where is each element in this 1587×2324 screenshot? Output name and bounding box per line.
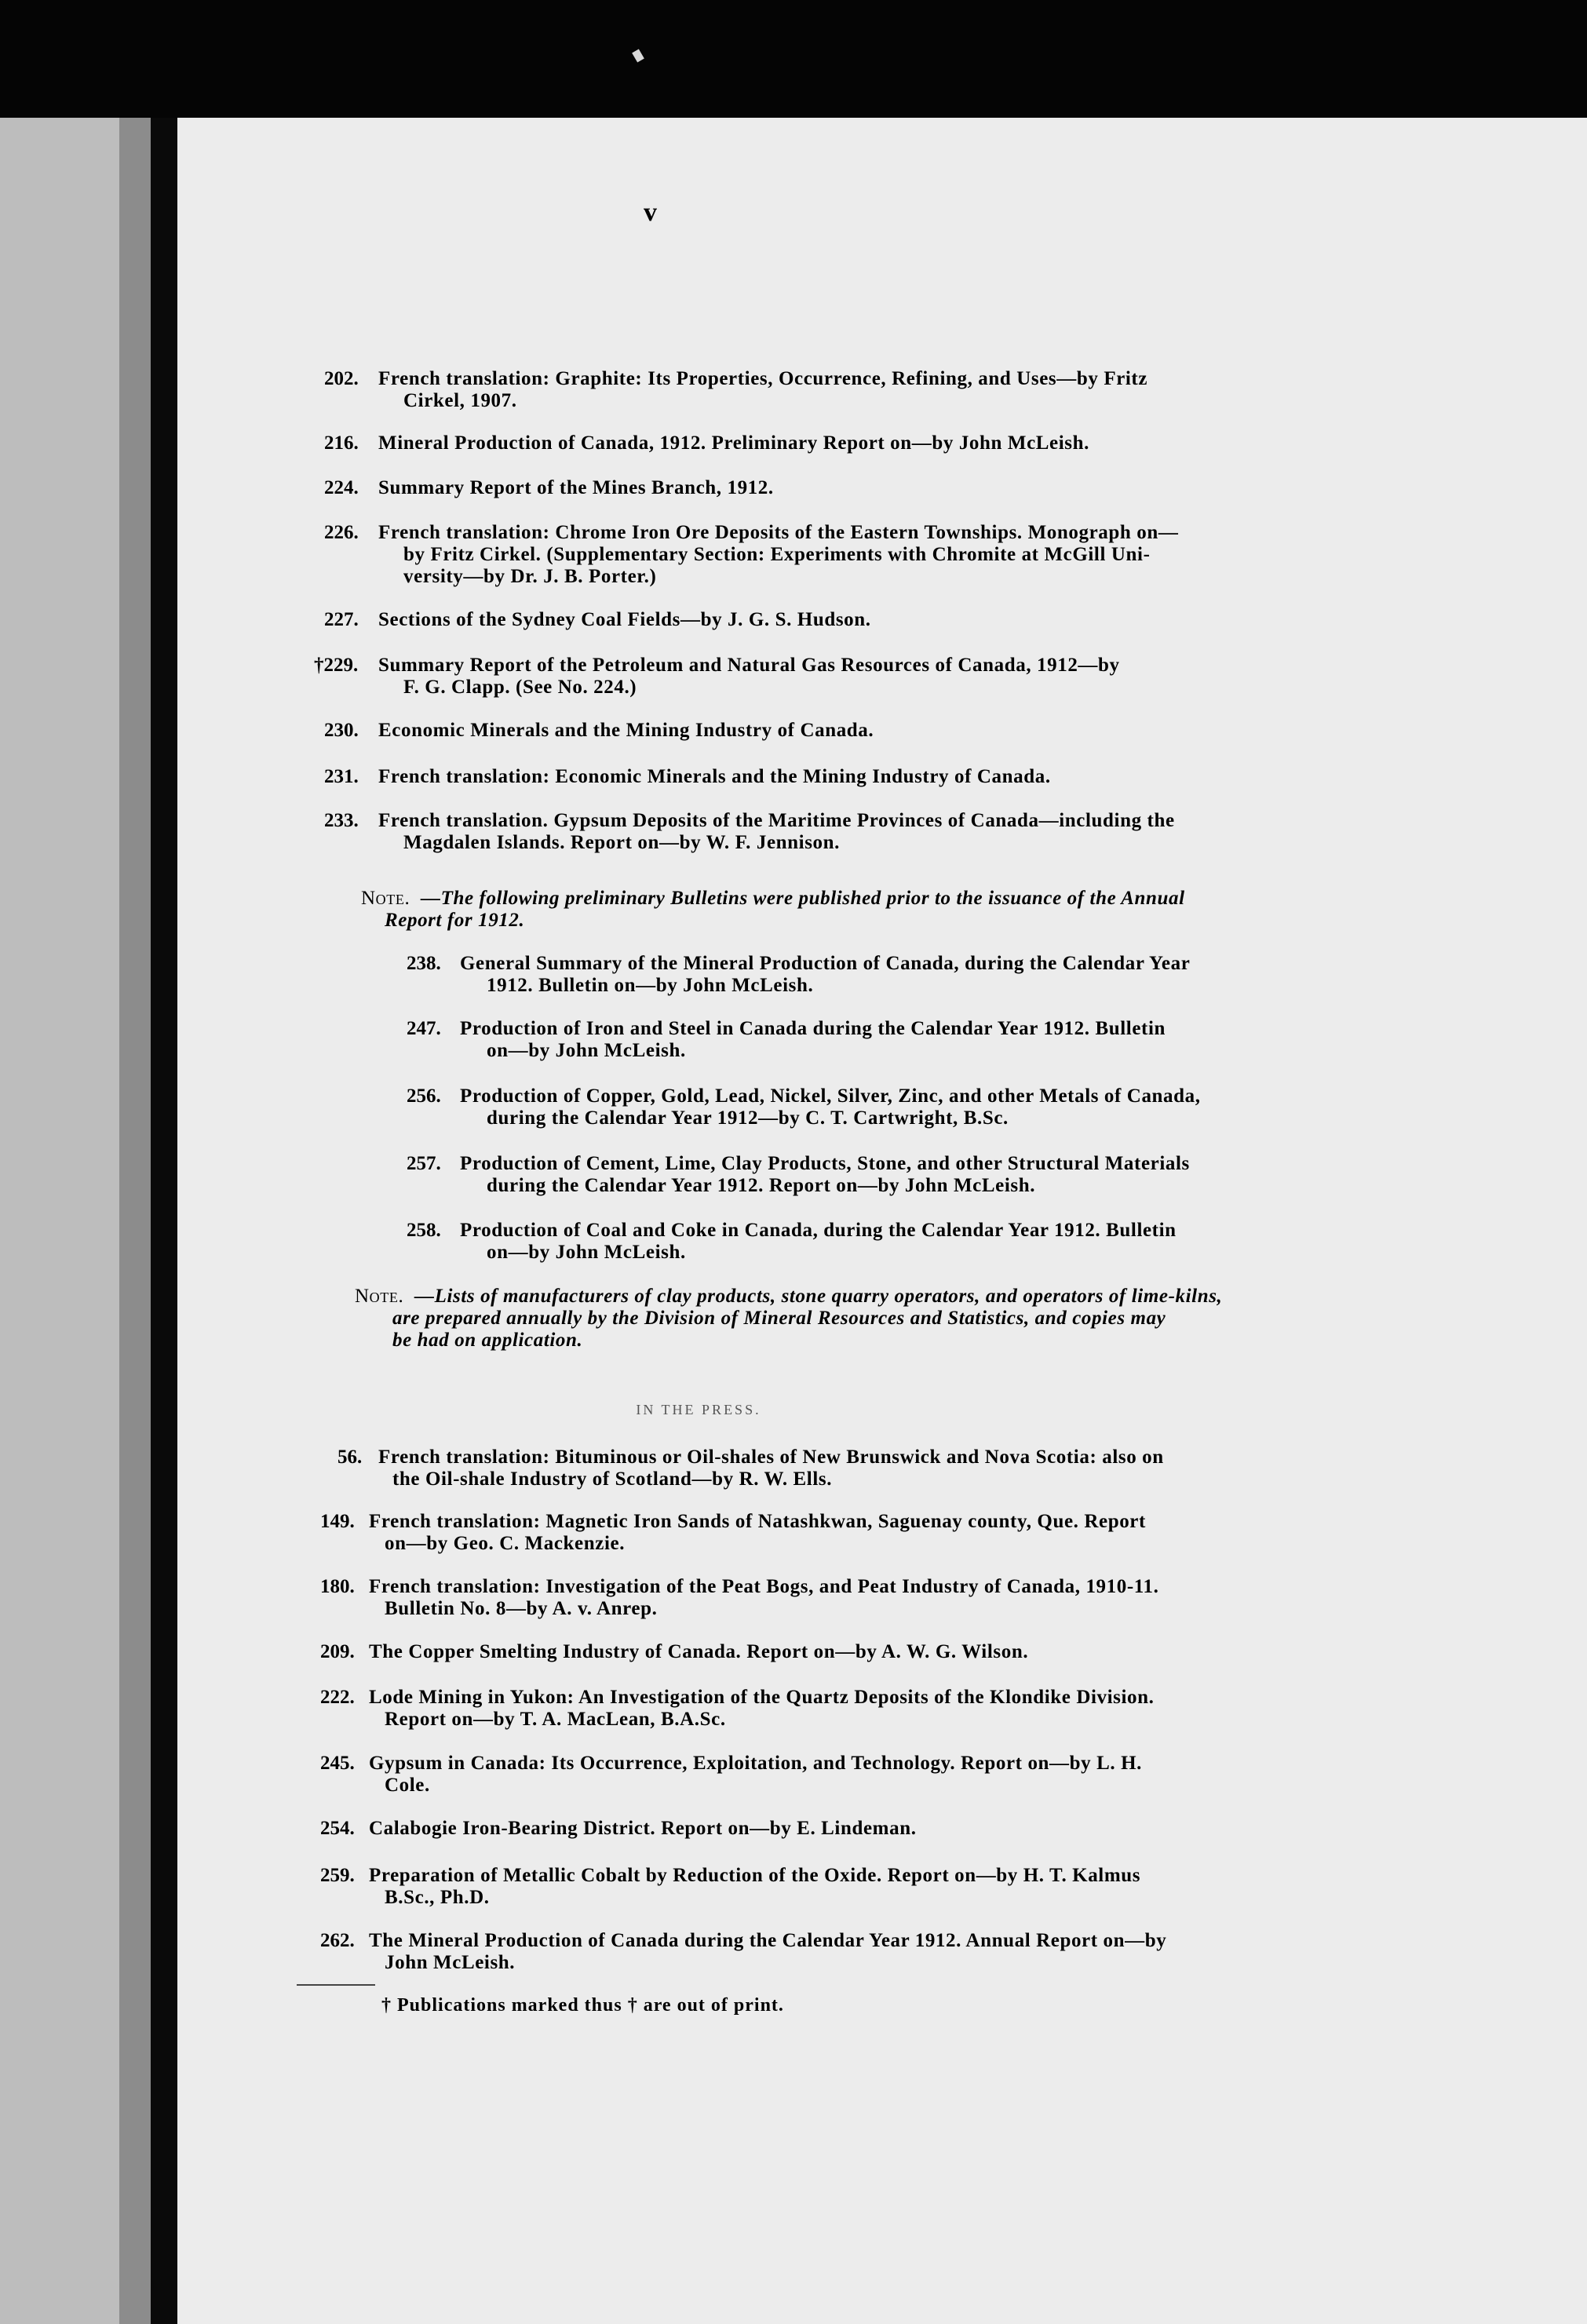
bulletin-text-line: Production of Copper, Gold, Lead, Nickel, Silver, Zinc, and other Metals of Canada,	[460, 1085, 1201, 1107]
press-entry-text-line: the Oil-shale Industry of Scotland—by R. W. Ells.	[392, 1468, 833, 1490]
press-entry-text-line: Bulletin No. 8—by A. v. Anrep.	[385, 1598, 658, 1619]
entry-text-line: F. G. Clapp. (See No. 224.)	[403, 677, 637, 698]
note-label: Note.	[361, 888, 410, 909]
bulletin-text-line: 1912. Bulletin on—by John McLeish.	[487, 975, 814, 996]
note-label: Note.	[355, 1286, 404, 1307]
press-entry-text-line: French translation: Bituminous or Oil-shales of New Brunswick and Nova Scotia: also on	[378, 1447, 1164, 1468]
bulletin-text-line: during the Calendar Year 1912. Report on—by John McLeish.	[487, 1175, 1036, 1196]
press-entry-text-line: B.Sc., Ph.D.	[385, 1887, 490, 1908]
bulletin-text-line: on—by John McLeish.	[487, 1242, 686, 1263]
press-entry-number: 262.	[320, 1930, 355, 1951]
note-text-line: be had on application.	[392, 1330, 583, 1351]
note-text-line: —The following preliminary Bulletins were published prior to the issuance of the Annual	[421, 888, 1185, 909]
entry-text-line: French translation: Chrome Iron Ore Deposits of the Eastern Townships. Monograph on—	[378, 522, 1179, 543]
press-entry-number: 222.	[320, 1687, 355, 1708]
press-entry-text-line: French translation: Magnetic Iron Sands of Natashkwan, Saguenay county, Que. Report	[369, 1511, 1146, 1532]
footnote: † Publications marked thus † are out of print.	[381, 1995, 784, 2016]
entry-text-line: Summary Report of the Mines Branch, 1912.	[378, 477, 774, 498]
bulletin-number: 256.	[407, 1085, 441, 1107]
entry-text-line: Cirkel, 1907.	[403, 390, 517, 411]
entry-text-line: Magdalen Islands. Report on—by W. F. Jennison.	[403, 832, 840, 853]
press-entry-text-line: The Mineral Production of Canada during the Calendar Year 1912. Annual Report on—by	[369, 1930, 1167, 1951]
entry-number: 233.	[324, 810, 359, 831]
entry-number: 227.	[324, 609, 359, 630]
bulletin-text-line: Production of Cement, Lime, Clay Products, Stone, and other Structural Materials	[460, 1153, 1190, 1174]
book-gutter	[151, 118, 177, 2324]
entry-number: 231.	[324, 766, 359, 787]
note-text-line: Report for 1912.	[385, 910, 525, 931]
press-entry-number: 56.	[337, 1447, 363, 1468]
press-entry-number: 209.	[320, 1641, 355, 1662]
section-heading: IN THE PRESS.	[636, 1402, 761, 1417]
entry-number: †229.	[314, 655, 359, 676]
page-number: v	[644, 198, 657, 227]
press-entry-number: 245.	[320, 1753, 355, 1774]
entry-number: 230.	[324, 720, 359, 741]
entry-text-line: by Fritz Cirkel. (Supplementary Section: Experiments with Chromite at McGill Uni-	[403, 544, 1151, 565]
entry-text-line: French translation: Graphite: Its Properties, Occurrence, Refining, and Uses—by Fritz	[378, 368, 1148, 389]
bulletin-number: 238.	[407, 953, 441, 974]
press-entry-number: 149.	[320, 1511, 355, 1532]
press-entry-text-line: The Copper Smelting Industry of Canada. Report on—by A. W. G. Wilson.	[369, 1641, 1029, 1662]
bulletin-number: 258.	[407, 1220, 441, 1241]
press-entry-number: 254.	[320, 1818, 355, 1839]
press-entry-text-line: Cole.	[385, 1775, 430, 1796]
press-entry-text-line: Gypsum in Canada: Its Occurrence, Exploitation, and Technology. Report on—by L. H.	[369, 1753, 1142, 1774]
press-entry-text-line: French translation: Investigation of the Peat Bogs, and Peat Industry of Canada, 1910-11.	[369, 1576, 1159, 1597]
note-text-line: —Lists of manufacturers of clay products, stone quarry operators, and operators of lime-kilns,	[414, 1286, 1223, 1307]
press-entry-text-line: Report on—by T. A. MacLean, B.A.Sc.	[385, 1709, 726, 1730]
entry-text-line: Mineral Production of Canada, 1912. Preliminary Report on—by John McLeish.	[378, 432, 1089, 454]
bulletin-text-line: General Summary of the Mineral Production of Canada, during the Calendar Year	[460, 953, 1191, 974]
bulletin-text-line: on—by John McLeish.	[487, 1040, 686, 1061]
entry-number: 202.	[324, 368, 359, 389]
press-entry-number: 180.	[320, 1576, 355, 1597]
bulletin-text-line: during the Calendar Year 1912—by C. T. Cartwright, B.Sc.	[487, 1107, 1009, 1129]
entry-text-line: Sections of the Sydney Coal Fields—by J. G. S. Hudson.	[378, 609, 871, 630]
bulletin-number: 247.	[407, 1018, 441, 1039]
entry-number: 226.	[324, 522, 359, 543]
footnote-rule	[297, 1984, 375, 1986]
bulletin-number: 257.	[407, 1153, 441, 1174]
note-text-line: are prepared annually by the Division of Mineral Resources and Statistics, and copies may	[392, 1308, 1166, 1329]
entry-number: 224.	[324, 477, 359, 498]
entry-text-line: French translation. Gypsum Deposits of the Maritime Provinces of Canada—including the	[378, 810, 1175, 831]
entry-text-line: French translation: Economic Minerals and the Mining Industry of Canada.	[378, 766, 1051, 787]
bulletin-text-line: Production of Coal and Coke in Canada, during the Calendar Year 1912. Bulletin	[460, 1220, 1177, 1241]
press-entry-text-line: on—by Geo. C. Mackenzie.	[385, 1533, 626, 1554]
entry-number: 216.	[324, 432, 359, 454]
entry-text-line: Summary Report of the Petroleum and Natural Gas Resources of Canada, 1912—by	[378, 655, 1120, 676]
bulletin-text-line: Production of Iron and Steel in Canada during the Calendar Year 1912. Bulletin	[460, 1018, 1166, 1039]
press-entry-text-line: John McLeish.	[385, 1952, 516, 1973]
entry-text-line: Economic Minerals and the Mining Industry of Canada.	[378, 720, 874, 741]
entry-text-line: versity—by Dr. J. B. Porter.)	[403, 566, 657, 587]
press-entry-text-line: Preparation of Metallic Cobalt by Reduction of the Oxide. Report on—by H. T. Kalmus	[369, 1865, 1141, 1886]
facing-page-shadow	[119, 118, 151, 2324]
press-entry-text-line: Calabogie Iron-Bearing District. Report on—by E. Lindeman.	[369, 1818, 917, 1839]
press-entry-text-line: Lode Mining in Yukon: An Investigation of the Quartz Deposits of the Klondike Division.	[369, 1687, 1155, 1708]
press-entry-number: 259.	[320, 1865, 355, 1886]
